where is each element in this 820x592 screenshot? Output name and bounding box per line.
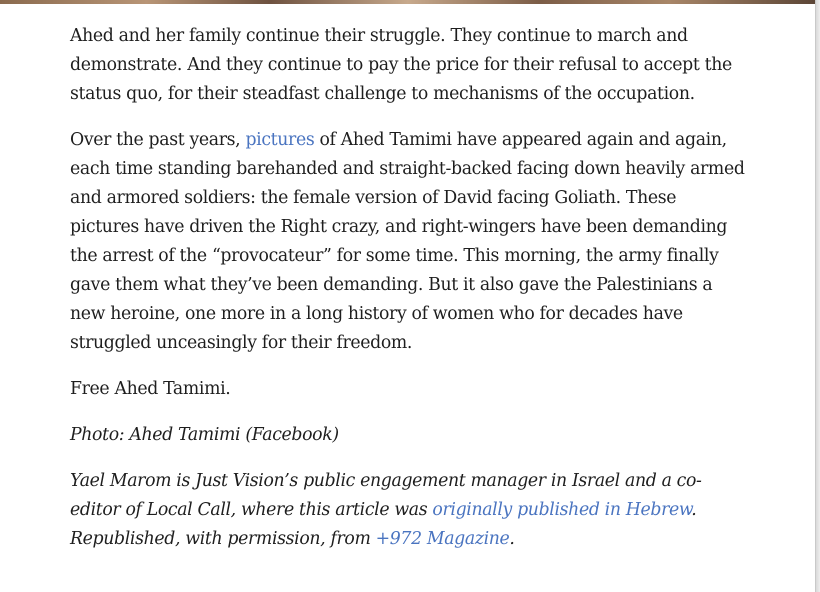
paragraph-pictures-body: of Ahed Tamimi have appeared again and again, each time standing barehanded and straight-backed facing down heavily armed and armored soldiers: the female version of David facing Goliath. These pictures have driven the Right crazy, and right-wingers have been demanding the arrest of the “provocateur” for some time. This morning, the army finally gave them what they’ve been demanding. But it also gave the Palestinians a new heroine, one more in a long history of women who for decades have struggled unceasingly for their freedom.	[70, 130, 745, 353]
author-bio-part2: . Republished, with permission, from	[70, 500, 697, 549]
author-bio-part3: .	[509, 529, 515, 549]
author-bio	[70, 467, 750, 554]
paragraph-struggle: Ahed and her family continue their struggle. They continue to march and demonstrate. And they continue to pay the price for their refusal to accept the status quo, for their steadfast challenge to mechanisms of the occupation.	[70, 26, 732, 104]
author-bio-part1: Yael Marom is Just Vision’s public engagement manager in Israel and a co-editor of Local Call, where this article was	[70, 471, 702, 520]
paragraph-free-ahed: Free Ahed Tamimi.	[70, 379, 231, 399]
article-body	[70, 22, 750, 571]
paragraph-pictures	[70, 126, 750, 358]
photo-credit-text: Photo: Ahed Tamimi (Facebook)	[70, 425, 339, 445]
header-photo-edge	[0, 0, 816, 4]
window-edge	[815, 0, 820, 592]
photo-credit	[70, 421, 750, 450]
author-bio-text	[70, 471, 702, 549]
magazine-link[interactable]: +972 Magazine	[375, 529, 510, 549]
pictures-link[interactable]: pictures	[245, 130, 315, 150]
original-hebrew-link[interactable]: originally published in Hebrew	[432, 500, 692, 520]
paragraph-pictures-intro: Over the past years,	[70, 130, 246, 150]
